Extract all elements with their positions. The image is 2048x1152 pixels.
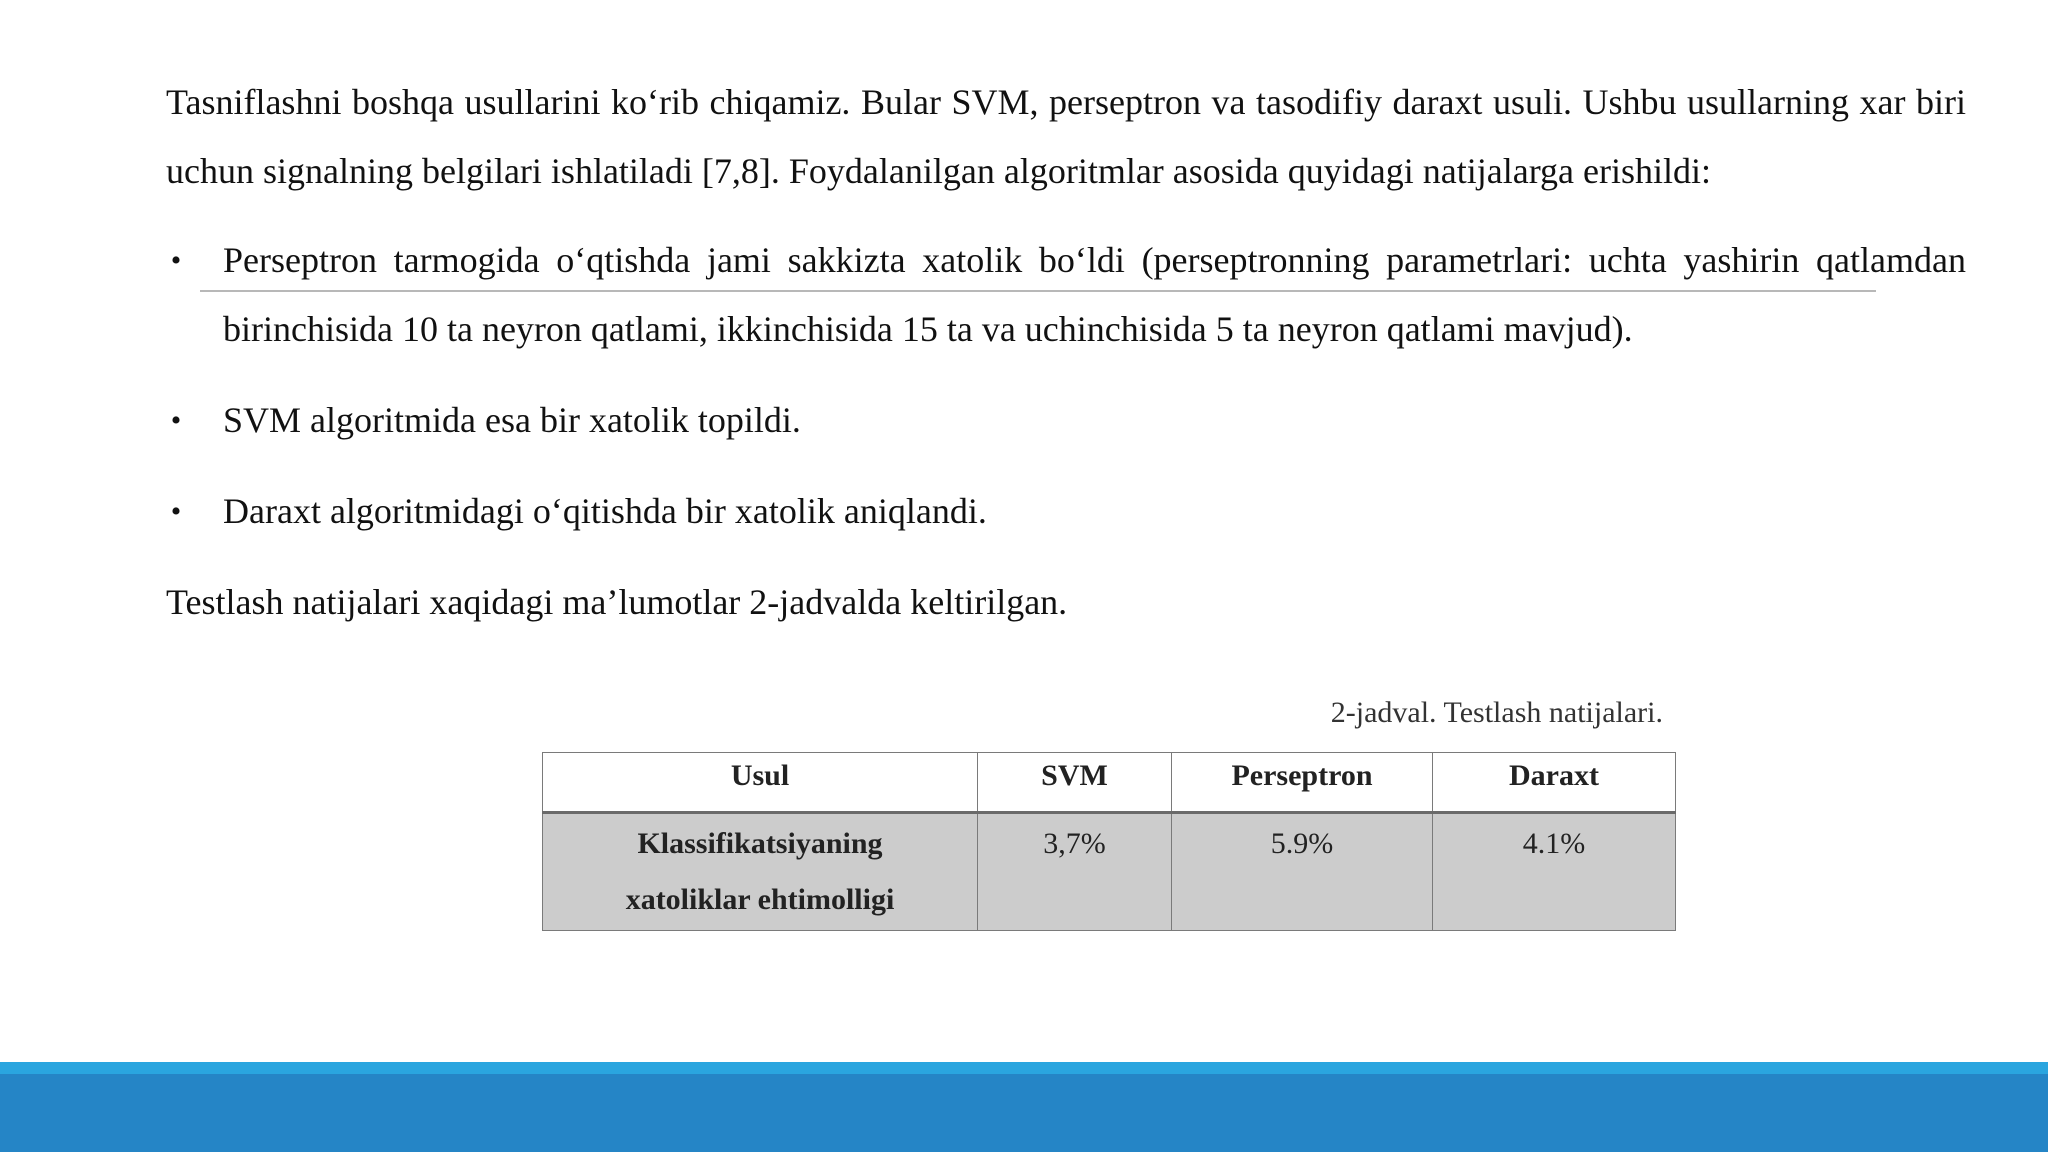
- header-daraxt: Daraxt: [1433, 753, 1676, 813]
- closing-paragraph: Testlash natijalari xaqidagi ma’lumotlar 2-jadvalda keltirilgan.: [166, 582, 1068, 622]
- bullet-text: SVM algoritmida esa bir xatolik topildi.: [223, 400, 801, 440]
- table-header-row: [543, 753, 1676, 813]
- header-svm: SVM: [978, 753, 1172, 813]
- header-usul: Usul: [543, 753, 978, 813]
- table-row: [543, 813, 1676, 931]
- value-svm: 3,7%: [978, 813, 1172, 931]
- bullet-item-daraxt: [166, 477, 1966, 546]
- header-perseptron: Perseptron: [1172, 753, 1433, 813]
- row-label-line2: xatoliklar ehtimolligi: [625, 883, 895, 916]
- row-label-line1: Klassifikatsiyaning: [637, 827, 883, 860]
- footer-bar: [0, 1074, 2048, 1152]
- bullet-dot-icon: •: [170, 495, 182, 528]
- value-daraxt: 4.1%: [1433, 813, 1676, 931]
- footer-accent-bar: [0, 1062, 2048, 1074]
- value-perseptron: 5.9%: [1172, 813, 1433, 931]
- bullet-list: [166, 226, 1966, 546]
- results-table: [542, 752, 1676, 931]
- bullet-text: Perseptron tarmogida o‘qtishda jami sakkizta xatolik bo‘ldi (perseptronning parametrlari: uchta yashirin qatlamdan birinchisida 10 ta neyron qatlami, ikkinchisida 15 ta va uchinchisida 5 ta neyron qatlami mavjud).: [223, 240, 1966, 349]
- bullet-dot-icon: •: [170, 244, 182, 277]
- table-caption: 2-jadval. Testlash natijalari.: [1330, 696, 1663, 729]
- bullet-item-svm: [166, 386, 1966, 455]
- row-label-cell: [543, 813, 978, 931]
- slide-content: [166, 68, 1966, 637]
- bullet-item-perseptron: [166, 226, 1966, 364]
- intro-paragraph: Tasniflashni boshqa usullarini ko‘rib chiqamiz. Bular SVM, perseptron va tasodifiy daraxt usuli. Ushbu usullarning xar biri uchun signalning belgilari ishlatiladi [7,8]. Foydalanilgan algoritmlar asosida quyidagi natijalarga erishildi:: [166, 82, 1966, 191]
- bullet-dot-icon: •: [170, 404, 182, 437]
- bullet-text: Daraxt algoritmidagi o‘qitishda bir xatolik aniqlandi.: [223, 491, 987, 531]
- text-underline-rule: [200, 290, 1876, 292]
